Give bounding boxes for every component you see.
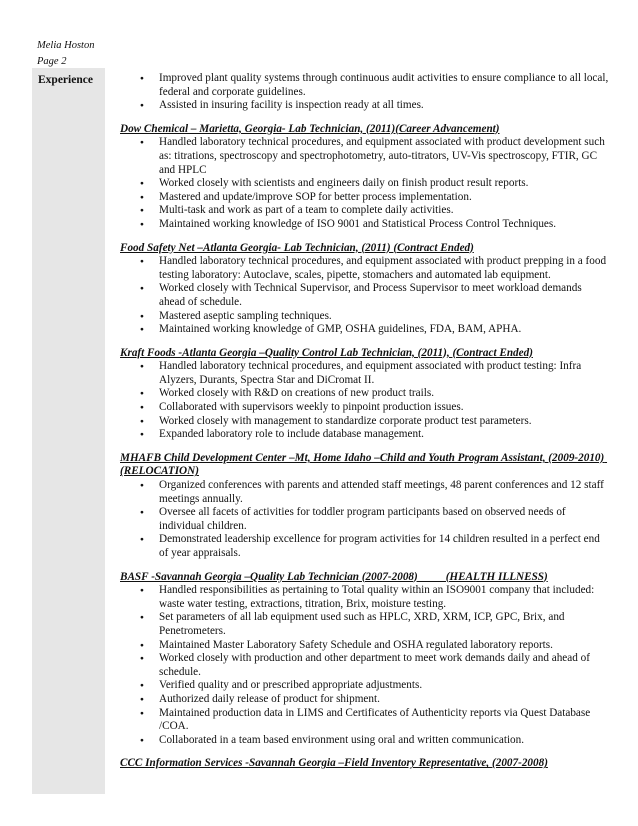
job-title: MHAFB Child Development Center –Mt, Home Idaho –Child and Youth Program Assistant, (2009-2010) (RELOCATION) — [120, 451, 608, 478]
bullet-item: ● Collaborated with supervisors weekly to pinpoint production issues. — [120, 401, 610, 415]
bullet-item: ● Improved plant quality systems through continuous audit activities to ensure compliance to all local, federal and corporate guidelines. — [120, 72, 610, 99]
bullet-item: ● Authorized daily release of product for shipment. — [120, 693, 610, 707]
section-label-experience: Experience — [38, 74, 93, 86]
job-bullet-list — [120, 255, 610, 337]
bullet-item: ● Collaborated in a team based environment using oral and written communication. — [120, 734, 610, 748]
job-entry-food-safety-net — [120, 242, 610, 337]
job-bullet-list — [120, 136, 610, 231]
bullet-item: ● Maintained Master Laboratory Safety Schedule and OSHA regulated laboratory reports. — [120, 639, 610, 653]
bullet-item: ● Demonstrated leadership excellence for program activities for 14 children resulted in a perfect end of year appraisals. — [120, 533, 610, 560]
candidate-name: Melia Hoston — [37, 40, 95, 51]
section-sidebar — [32, 68, 105, 794]
job-entry-kraft-foods — [120, 347, 610, 442]
bullet-item: ● Worked closely with production and other department to meet work demands daily and ahead of schedule. — [120, 652, 610, 679]
bullet-item: ● Assisted in insuring facility is inspection ready at all times. — [120, 99, 610, 113]
job-entry-basf — [120, 571, 610, 748]
job-bullet-list — [120, 360, 610, 442]
bullet-item: ● Handled laboratory technical procedures, and equipment associated with product testing: Infra Alyzers, Durants, Spectra Star and DiCromat II. — [120, 360, 610, 387]
bullet-item: ● Worked closely with Technical Supervisor, and Process Supervisor to meet workload demands ahead of schedule. — [120, 282, 610, 309]
job-bullet-list — [120, 584, 610, 747]
resume-header — [37, 38, 94, 70]
bullet-item: ● Worked closely with R&D on creations of new product trails. — [120, 387, 610, 401]
bullet-item: ● Worked closely with scientists and engineers daily on finish product result reports. — [120, 177, 610, 191]
job-title: BASF -Savannah Georgia –Quality Lab Technician (2007-2008) (HEALTH ILLNESS) — [120, 570, 548, 583]
job-entry-mhafb — [120, 452, 610, 561]
job-title: Dow Chemical – Marietta, Georgia- Lab Technician, (2011)(Career Advancement) — [120, 122, 500, 135]
bullet-item: ● Verified quality and or prescribed appropriate adjustments. — [120, 679, 610, 693]
bullet-item: ● Worked closely with management to standardize corporate product test parameters. — [120, 415, 610, 429]
bullet-item: ● Mastered aseptic sampling techniques. — [120, 310, 610, 324]
job-entry-ccc-information-services — [120, 757, 610, 771]
job-title: CCC Information Services -Savannah Georgia –Field Inventory Representative, (2007-2008) — [120, 757, 548, 770]
job-title: Food Safety Net –Atlanta Georgia- Lab Technician, (2011) (Contract Ended) — [120, 241, 474, 254]
bullet-item: ● Maintained production data in LIMS and Certificates of Authenticity reports via Quest Database /COA. — [120, 707, 610, 734]
job-title: Kraft Foods -Atlanta Georgia –Quality Control Lab Technician, (2011), (Contract Ended) — [120, 346, 533, 359]
bullet-item: ● Maintained working knowledge of ISO 9001 and Statistical Process Control Techniques. — [120, 218, 610, 232]
bullet-item: ● Oversee all facets of activities for toddler program participants based on observed needs of individual children. — [120, 506, 610, 533]
bullet-item: ● Organized conferences with parents and attended staff meetings, 48 parent conferences and 12 staff meetings annually. — [120, 479, 610, 506]
bullet-item: ● Handled laboratory technical procedures, and equipment associated with product prepping in a food testing laboratory: Autoclave, scales, pipette, stomachers and automated lab equipment. — [120, 255, 610, 282]
job-bullet-list — [120, 479, 610, 561]
intro-bullet-list — [120, 72, 610, 113]
experience-content — [120, 72, 610, 771]
bullet-item: ● Handled laboratory technical procedures, and equipment associated with product development such as: titrations, spectroscopy and spectrophotometry, auto-titrators, UV-Vis spectroscopy, FTIR, GC and HPLC — [120, 136, 610, 177]
job-entry-dow-chemical — [120, 123, 610, 232]
bullet-item: ● Maintained working knowledge of GMP, OSHA guidelines, FDA, BAM, APHA. — [120, 323, 610, 337]
page-number: Page 2 — [37, 56, 67, 67]
bullet-item: ● Set parameters of all lab equipment used such as HPLC, XRD, XRM, ICP, GPC, Brix, and Penetrometers. — [120, 611, 610, 638]
bullet-item: ● Handled responsibilities as pertaining to Total quality within an ISO9001 company that included: waste water testing, extractions, titration, Brix, moisture testing. — [120, 584, 610, 611]
bullet-item: ● Expanded laboratory role to include database management. — [120, 428, 610, 442]
bullet-item: ● Mastered and update/improve SOP for better process implementation. — [120, 191, 610, 205]
bullet-item: ● Multi-task and work as part of a team to complete daily activities. — [120, 204, 610, 218]
